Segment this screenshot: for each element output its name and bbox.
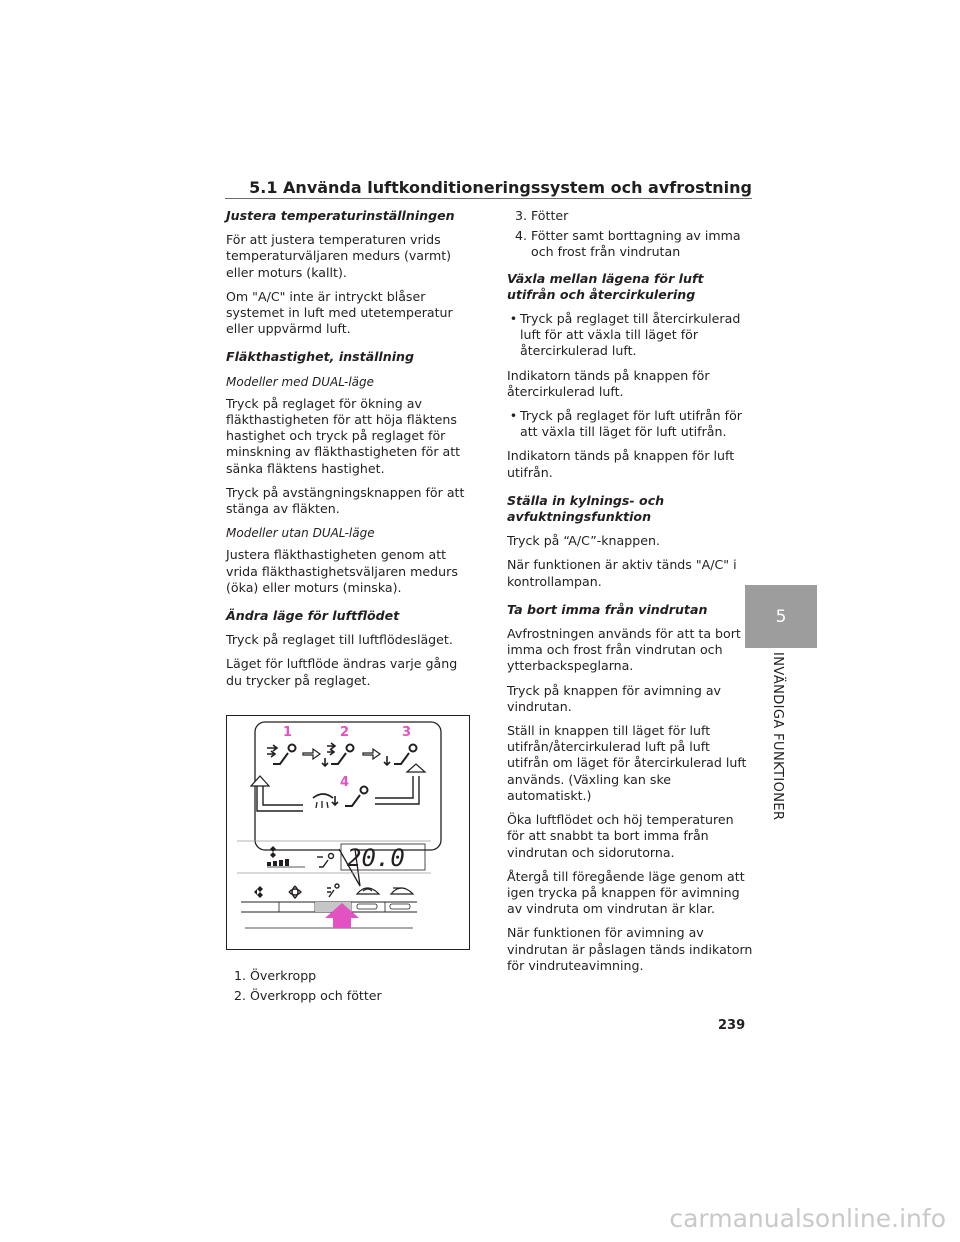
paragraph: Om "A/C" inte är intryckt blåser systemet in luft med utetemperatur eller uppvärmd luft. [226, 288, 453, 337]
left-column [226, 208, 472, 1008]
subheading-no-dual: Modeller utan DUAL-läge [226, 526, 375, 541]
chapter-label: INVÄNDIGA FUNKTIONER [770, 652, 785, 821]
section-header: 5.1 Använda luftkonditioneringssystem och avfrostning [249, 178, 752, 197]
heading-fan-speed: Fläkthastighet, inställning [226, 349, 415, 365]
display-mode-icon [317, 853, 334, 867]
fan-down-icon [254, 886, 263, 898]
paragraph: Tryck på reglaget för ökning av fläkthastigheten för att höja fläktens hastighet och tryck på reglaget för minskning av fläkthastigheten för att sänka fläktens hastighet. [226, 395, 461, 476]
list-item: 3. Fötter [515, 208, 569, 223]
page-number: 239 [718, 1018, 746, 1033]
bullet-item: • Tryck på reglaget till återcirkulerad luft för att växla till läget för återcirkulerad luft. [509, 311, 741, 359]
heading-airflow: Ändra läge för luftflödet [226, 608, 400, 624]
list-item: 2. Överkropp och fötter [234, 988, 382, 1004]
paragraph: Indikatorn tänds på knappen för luft utifrån. [507, 448, 735, 480]
watermark: carmanualsonline.info [669, 1204, 946, 1233]
mode-button-icon [327, 884, 339, 897]
bullet-item: • Tryck på reglaget för luft utifrån för att växla till läget för luft utifrån. [509, 408, 742, 440]
list-item: 4. Fötter samt borttagning av imma och frost från vindrutan [515, 228, 741, 260]
outside-air-icon [391, 888, 413, 894]
temperature-readout: 20.0 [347, 843, 405, 872]
paragraph: För att justera temperaturen vrids temperaturväljaren medurs (varmt) eller moturs (kallt). [226, 232, 452, 280]
airflow-mode-figure [226, 715, 470, 950]
paragraph: När funktionen är aktiv tänds "A/C" i kontrollampan. [507, 557, 737, 589]
airflow-mode-list [226, 968, 472, 1004]
paragraph: Avfrostningen används för att ta bort imma och frost från vindrutan och ytterbackspeglarna. [507, 626, 741, 674]
paragraph: Tryck på “A/C”-knappen. [507, 533, 660, 549]
paragraph: Läget för luftflöde ändras varje gång du trycker på reglaget. [226, 656, 458, 688]
paragraph: När funktionen för avimning av vindrutan är påslagen tänds indikatorn för vindruteavimning. [507, 925, 753, 973]
header-rule [225, 198, 752, 199]
paragraph: Tryck på knappen för avimning av vindrutan. [507, 682, 722, 714]
heading-cooling: Ställa in kylnings- och avfuktningsfunktion [507, 492, 665, 525]
mode-number-4: 4 [340, 774, 350, 790]
right-column [507, 208, 753, 982]
list-item: 1. Överkropp [234, 967, 317, 983]
heading-temperature: Justera temperaturinställningen [226, 208, 455, 223]
airflow-diagram [227, 716, 469, 949]
recirculation-icon [357, 888, 379, 894]
heading-defrost: Ta bort imma från vindrutan [507, 601, 708, 617]
mode-number-1: 1 [283, 724, 293, 740]
paragraph: Tryck på avstängningsknappen för att stänga av fläkten. [226, 484, 465, 517]
fan-up-icon [289, 886, 301, 898]
paragraph: Indikatorn tänds på knappen för återcirkulerad luft. [507, 367, 710, 399]
subheading-dual: Modeller med DUAL-läge [226, 374, 375, 389]
mode-number-2: 2 [340, 724, 350, 740]
paragraph: Justera fläkthastigheten genom att vrida fläkthastighetsväljaren medurs (öka) eller moturs (minska). [226, 547, 458, 595]
paragraph: Ställ in knappen till läget för luft utifrån/återcirkulerad luft på luft utifrån om läget för återcirkulerad luft används. (Växling kan ske automatiskt.) [507, 723, 747, 803]
paragraph: Öka luftflödet och höj temperaturen för att snabbt ta bort imma från vindrutan och sidorutorna. [507, 812, 734, 860]
heading-recirculation: Växla mellan lägena för luft utifrån och återcirkulering [507, 270, 704, 302]
paragraph: Återgå till föregående läge genom att igen trycka på knappen för avimning av vindruta om vindrutan är klar. [507, 868, 745, 917]
chapter-tab: 5 [745, 585, 817, 648]
paragraph: Tryck på reglaget till luftflödesläget. [226, 632, 453, 648]
mode-number-3: 3 [402, 724, 412, 740]
